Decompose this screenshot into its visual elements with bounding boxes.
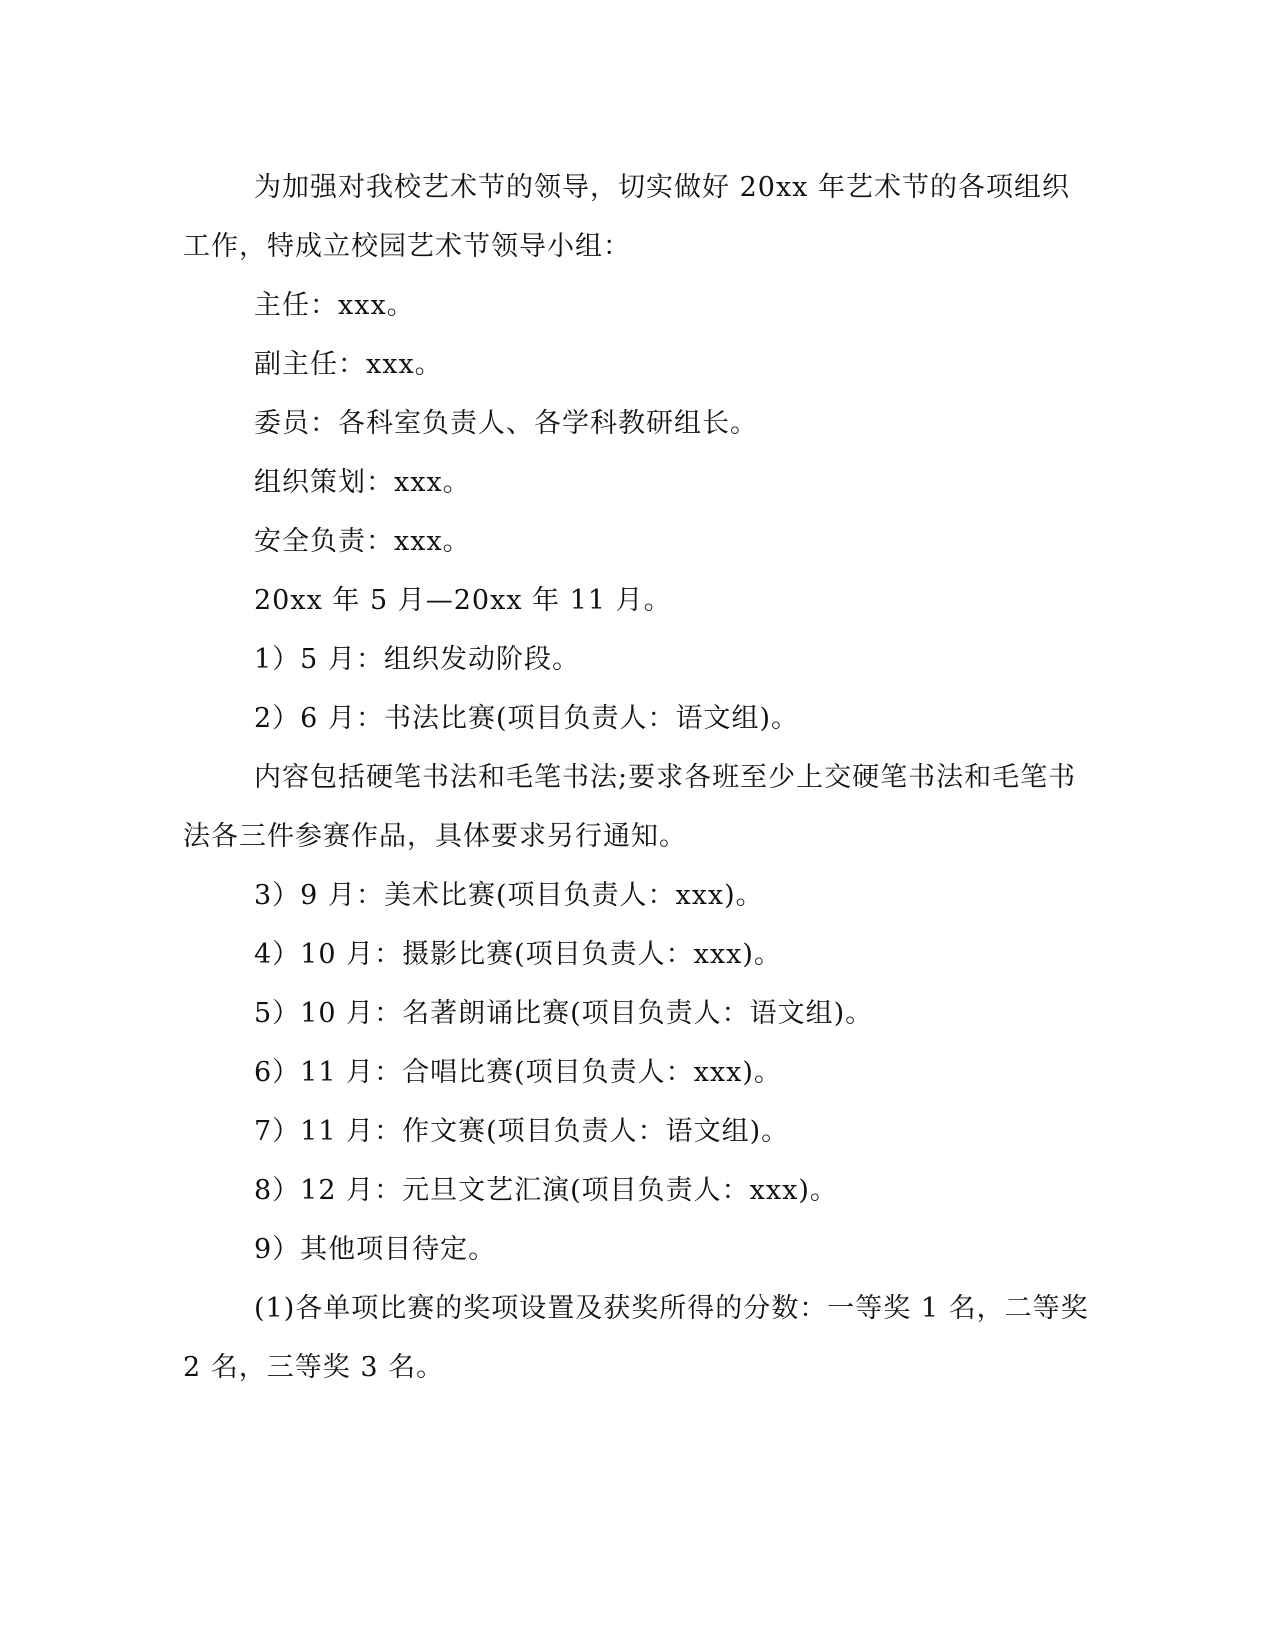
schedule-item: 1）5 月：组织发动阶段。 [254, 644, 580, 675]
schedule-item: 5）10 月：名著朗诵比赛(项目负责人：语文组)。 [254, 998, 874, 1029]
calligraphy-details-paragraph: 内容包括硬笔书法和毛笔书法;要求各班至少上交硬笔书法和毛笔书法各三件参赛作品，具体要求另行通知。 [183, 762, 1077, 852]
committee-members-line: 委员：各科室负责人、各学科教研组长。 [254, 408, 758, 439]
schedule-item: 3）9 月：美术比赛(项目负责人：xxx)。 [254, 880, 764, 911]
deputy-director-line: 副主任：xxx。 [254, 349, 443, 380]
document-body [183, 158, 1093, 1397]
schedule-item: 6）11 月：合唱比赛(项目负责人：xxx)。 [254, 1057, 782, 1088]
schedule-item: 2）6 月：书法比赛(项目负责人：语文组)。 [254, 703, 800, 734]
intro-paragraph: 为加强对我校艺术节的领导，切实做好 20xx 年艺术节的各项组织工作，特成立校园艺术节领导小组： [183, 172, 1070, 262]
organizer-line: 组织策划：xxx。 [254, 467, 471, 498]
schedule-item: 9）其他项目待定。 [254, 1234, 497, 1265]
schedule-item: 4）10 月：摄影比赛(项目负责人：xxx)。 [254, 939, 782, 970]
safety-line: 安全负责：xxx。 [254, 526, 471, 557]
director-line: 主任：xxx。 [254, 290, 415, 321]
schedule-item: 8）12 月：元旦文艺汇演(项目负责人：xxx)。 [254, 1175, 838, 1206]
schedule-item: 7）11 月：作文赛(项目负责人：语文组)。 [254, 1116, 790, 1147]
awards-paragraph: (1)各单项比赛的奖项设置及获奖所得的分数：一等奖 1 名，二等奖 2 名，三等奖 3 名。 [183, 1293, 1089, 1383]
schedule-range-line: 20xx 年 5 月—20xx 年 11 月。 [254, 585, 672, 616]
